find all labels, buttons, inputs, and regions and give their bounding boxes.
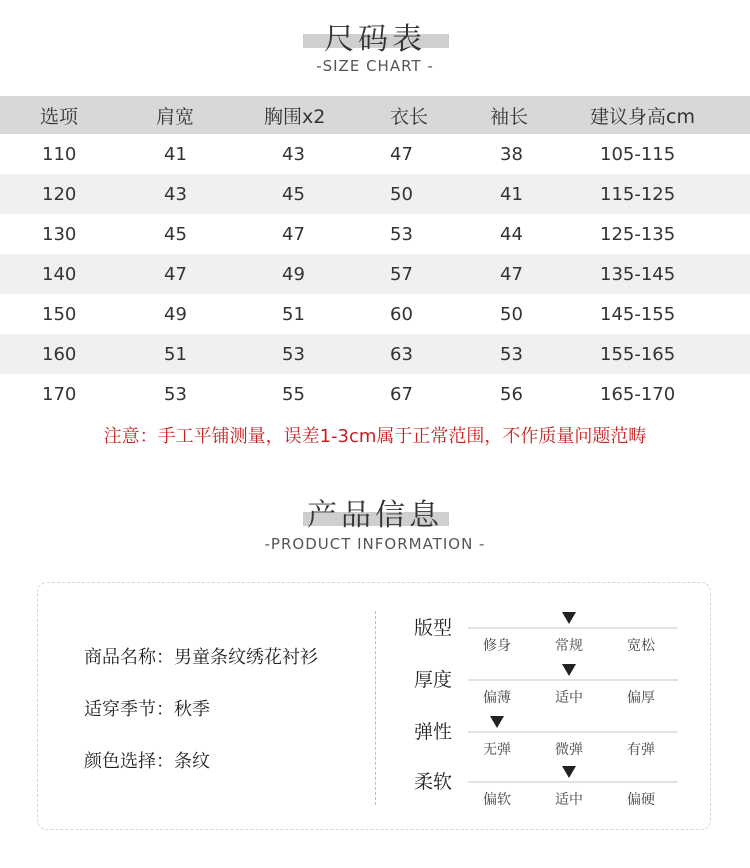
measurement-note: 注意：手工平铺测量，误差1-3cm属于正常范围，不作质量问题范畴 [103, 426, 647, 447]
table-cell: 115-125 [600, 183, 676, 205]
table-row [0, 214, 750, 254]
table-cell: 51 [282, 303, 305, 325]
table-cell: 47 [282, 223, 305, 245]
attribute-elasticity [414, 717, 704, 765]
table-cell: 56 [500, 383, 523, 405]
attribute-option: 适中 [555, 690, 583, 706]
table-cell: 170 [42, 383, 77, 405]
table-cell: 160 [42, 343, 77, 365]
table-cell: 44 [500, 223, 523, 245]
table-cell: 41 [164, 143, 187, 165]
size-chart-title-text: 尺码表 [324, 22, 426, 57]
table-cell: 49 [282, 263, 305, 285]
table-cell: 43 [282, 143, 305, 165]
table-cell: 150 [42, 303, 77, 325]
table-cell: 63 [390, 343, 413, 365]
attribute-thickness [414, 665, 704, 713]
table-cell: 38 [500, 143, 523, 165]
table-cell: 47 [164, 263, 187, 285]
table-cell: 60 [390, 303, 413, 325]
attribute-scale-line [468, 679, 678, 681]
header-cell-chest: 胸围x2 [264, 105, 326, 128]
scale-marker-icon [490, 716, 504, 728]
table-cell: 47 [500, 263, 523, 285]
size-table-header [0, 96, 750, 134]
table-cell: 45 [282, 183, 305, 205]
table-cell: 105-115 [600, 143, 676, 165]
attribute-option: 宽松 [627, 638, 655, 654]
attribute-scale-line [468, 627, 678, 629]
attribute-label: 厚度 [414, 669, 453, 691]
table-cell: 135-145 [600, 263, 676, 285]
table-cell: 47 [390, 143, 413, 165]
table-cell: 120 [42, 183, 77, 205]
product-color: 颜色选择：条纹 [84, 751, 210, 772]
attribute-option: 有弹 [627, 742, 655, 758]
table-row [0, 334, 750, 374]
attribute-option: 偏厚 [627, 690, 655, 706]
table-cell: 125-135 [600, 223, 676, 245]
attribute-option: 常规 [555, 638, 583, 654]
table-cell: 53 [500, 343, 523, 365]
attribute-option: 偏软 [483, 792, 511, 808]
table-cell: 53 [390, 223, 413, 245]
attribute-option: 微弹 [555, 742, 583, 758]
table-row [0, 374, 750, 414]
table-cell: 45 [164, 223, 187, 245]
header-cell-height: 建议身高cm [590, 105, 695, 128]
table-cell: 50 [500, 303, 523, 325]
attribute-option: 修身 [483, 638, 511, 654]
table-cell: 155-165 [600, 343, 676, 365]
attribute-option: 偏薄 [483, 690, 511, 706]
attribute-label: 版型 [414, 617, 453, 639]
table-cell: 49 [164, 303, 187, 325]
table-cell: 41 [500, 183, 523, 205]
table-row [0, 294, 750, 334]
scale-marker-icon [562, 664, 576, 676]
table-row [0, 174, 750, 214]
attribute-label: 弹性 [414, 721, 453, 743]
attribute-label: 柔软 [414, 771, 453, 793]
table-cell: 53 [282, 343, 305, 365]
table-cell: 67 [390, 383, 413, 405]
table-cell: 110 [42, 143, 77, 165]
table-cell: 55 [282, 383, 305, 405]
table-row [0, 134, 750, 174]
table-cell: 140 [42, 263, 77, 285]
size-chart-title [0, 14, 750, 57]
table-cell: 130 [42, 223, 77, 245]
info-divider [375, 611, 376, 805]
table-cell: 165-170 [600, 383, 676, 405]
product-season: 适穿季节：秋季 [84, 699, 210, 720]
table-row [0, 254, 750, 294]
attribute-scale-line [468, 731, 678, 733]
table-cell: 43 [164, 183, 187, 205]
attribute-option: 适中 [555, 792, 583, 808]
scale-marker-icon [562, 766, 576, 778]
attribute-scale-line [468, 781, 678, 783]
table-cell: 51 [164, 343, 187, 365]
header-cell-option: 选项 [40, 105, 79, 128]
header-cell-shoulder: 肩宽 [156, 105, 195, 128]
table-cell: 53 [164, 383, 187, 405]
header-cell-sleeve: 袖长 [490, 105, 529, 128]
header-cell-length: 衣长 [390, 105, 429, 128]
table-cell: 145-155 [600, 303, 676, 325]
attribute-option: 无弹 [483, 742, 511, 758]
attribute-option: 偏硬 [627, 792, 655, 808]
size-table [0, 96, 750, 414]
scale-marker-icon [562, 612, 576, 624]
attribute-fit [414, 613, 704, 661]
product-info-subtitle: -PRODUCT INFORMATION - [264, 535, 486, 553]
attribute-softness [414, 767, 704, 815]
product-name: 商品名称：男童条纹绣花衬衫 [84, 647, 318, 668]
product-info-title [0, 490, 750, 533]
table-cell: 57 [390, 263, 413, 285]
product-info-box [37, 582, 711, 830]
product-info-title-text: 产品信息 [307, 498, 443, 533]
size-chart-subtitle: -SIZE CHART - [316, 57, 434, 75]
table-cell: 50 [390, 183, 413, 205]
